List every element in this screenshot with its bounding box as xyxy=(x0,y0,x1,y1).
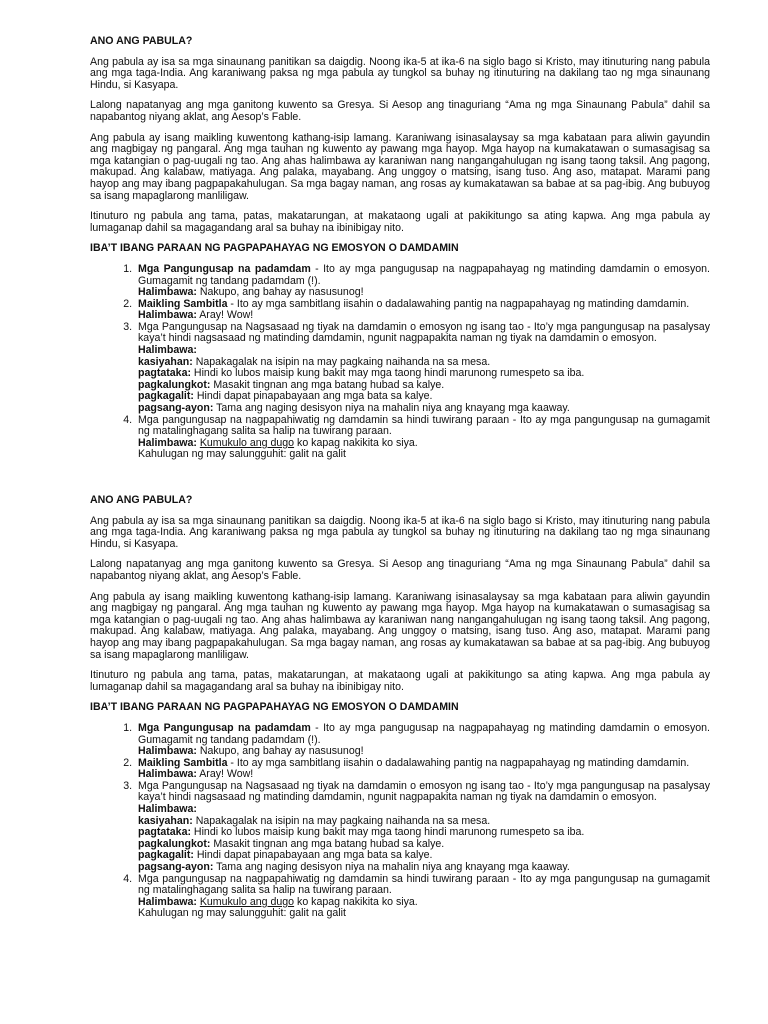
example-label: Halimbawa: xyxy=(138,344,197,357)
example-label: Halimbawa: xyxy=(138,768,197,781)
list-item-2 xyxy=(135,758,710,781)
emotion-key: pagkalungkot: xyxy=(138,837,211,850)
emotion-list xyxy=(90,723,710,920)
example-label: Halimbawa: xyxy=(138,286,197,299)
paragraph-4: Itinuturo ng pabula ang tama, patas, makatarungan, at makataong ugali at pakikitungo sa ating kapwa. Ang mga pabula ay lumaganap dahil sa magagandang aral sa buhay na ibinibigay nito. xyxy=(90,210,710,234)
emotion-key: kasiyahan: xyxy=(138,814,193,827)
emotion-key: pagtataka: xyxy=(138,367,191,380)
list-item-4 xyxy=(135,874,710,920)
example-text: ko kapag nakikita ko siya. xyxy=(294,436,418,449)
paragraph-4: Itinuturo ng pabula ang tama, patas, makatarungan, at makataong ugali at pakikitungo sa ating kapwa. Ang mga pabula ay lumaganap dahil sa magagandang aral sa buhay na ibinibigay nito. xyxy=(90,669,710,693)
list-item-3 xyxy=(135,781,710,874)
list-item-1 xyxy=(135,723,710,758)
paragraph-1: Ang pabula ay isa sa mga sinaunang panitikan sa daigdig. Noong ika-5 at ika-6 na siglo bago si Kristo, may itinuturing nang pabula ang mga taga-India. Ang karaniwang paksa ng mga pabula ay tungkol sa buhay ng itinuturing na dakilang tao ng mga sinaunang Hindu, si Kasyapa. xyxy=(90,55,710,91)
example-label: Halimbawa: xyxy=(138,895,197,908)
example-text: Aray! Wow! xyxy=(196,309,254,322)
example-text: Aray! Wow! xyxy=(196,768,254,781)
section-block-2 xyxy=(90,495,710,920)
paragraph-2: Lalong napatanyag ang mga ganitong kuwento sa Gresya. Si Aesop ang tinaguriang “Ama ng mga Sinaunang Pabula” dahil sa napabantog niyang aklat, ang Aesop’s Fable. xyxy=(90,558,710,582)
list-desc: - Ito ay mga pangugusap na nagpapahayag ng matinding damdamin o emosyon. Gumagamit ng tandang padamdam (!). xyxy=(138,721,710,746)
emotion-value: Napakagalak na isipin na may pagkaing naihanda na sa mesa. xyxy=(192,814,491,827)
section-title: ANO ANG PABULA? xyxy=(90,494,193,506)
emotion-value: Masakit tingnan ang mga batang hubad sa kalye. xyxy=(210,378,445,391)
example-text: ko kapag nakikita ko siya. xyxy=(294,895,418,908)
list-item-3 xyxy=(135,322,710,415)
emotion-key: pagsang-ayon: xyxy=(138,861,214,874)
list-item-1 xyxy=(135,264,710,299)
emotion-value: Napakagalak na isipin na may pagkaing naihanda na sa mesa. xyxy=(192,355,491,368)
emotion-value: Hindi ko lubos maisip kung bakit may mga taong hindi marunong rumespeto sa iba. xyxy=(190,826,585,839)
example-label: Halimbawa: xyxy=(138,803,197,816)
emotion-list xyxy=(90,264,710,461)
example-label: Halimbawa: xyxy=(138,745,197,758)
paragraph-1: Ang pabula ay isa sa mga sinaunang panitikan sa daigdig. Noong ika-5 at ika-6 na siglo bago si Kristo, may itinuturing nang pabula ang mga taga-India. Ang karaniwang paksa ng mga pabula ay tungkol sa buhay ng itinuturing na dakilang tao ng mga sinaunang Hindu, si Kasyapa. xyxy=(90,514,710,550)
emotion-key: pagkagalit: xyxy=(138,849,194,862)
list-term: Mga Pangungusap na padamdam xyxy=(138,721,311,734)
list-desc: Mga Pangungusap na Nagsasaad ng tiyak na damdamin o emosyon ng isang tao - Ito’y mga pangungusap na pasalysay kaya’t hindi nagsasaad ng matinding damdamin, ngunit nagpapakita naman ng tiyak na damdamin o emosyon. xyxy=(138,320,710,345)
emotion-key: kasiyahan: xyxy=(138,355,193,368)
paragraph-3: Ang pabula ay isang maikling kuwentong kathang-isip lamang. Karaniwang isinasalaysay sa mga kabataan para aliwin gayundin ang magbigay ng pangaral. Ang mga tauhan ng kuwento ay pawang mga hayop. Mga hayop na kumakatawan o sumasagisag sa mga katangian o pag-uugali ng tao. Ang ahas halimbawa ay karaniwan nang nangangahulugan ng isang taong taksil. Ang pagong, makupad. Ang kalabaw, matiyaga. Ang palaka, mayabang. Ang unggoy o matsing, isang tuso. Ang aso, matapat. Marami pang hayop ang may ibang pagpapakahulugan. Sa mga bagay naman, ang rosas ay kumakatawan sa babae at sa pag-ibig. Ang bubuyog sa isang mapaglarong manliligaw. xyxy=(90,131,710,202)
list-term: Mga Pangungusap na padamdam xyxy=(138,262,311,275)
list-desc: Mga Pangungusap na Nagsasaad ng tiyak na damdamin o emosyon ng isang tao - Ito’y mga pangungusap na pasalysay kaya’t hindi nagsasaad ng matinding damdamin, ngunit nagpapakita naman ng tiyak na damdamin o emosyon. xyxy=(138,779,710,804)
section-subtitle: IBA’T IBANG PARAAN NG PAGPAPAHAYAG NG EMOSYON O DAMDAMIN xyxy=(90,242,459,255)
section-subtitle: IBA’T IBANG PARAAN NG PAGPAPAHAYAG NG EMOSYON O DAMDAMIN xyxy=(90,701,459,714)
list-desc: - Ito ay mga pangugusap na nagpapahayag ng matinding damdamin o emosyon. Gumagamit ng tandang padamdam (!). xyxy=(138,262,710,287)
list-desc: - Ito ay mga sambitlang iisahin o dadalawahing pantig na nagpapahayag ng matinding damdamin. xyxy=(227,297,690,310)
list-item-4 xyxy=(135,415,710,461)
example-label: Halimbawa: xyxy=(138,436,197,449)
emotion-key: pagtataka: xyxy=(138,826,191,839)
example-text: Nakupo, ang bahay ay nasusunog! xyxy=(196,745,364,758)
example-label: Halimbawa: xyxy=(138,309,197,322)
emotion-value: Hindi dapat pinapabayaan ang mga bata sa kalye. xyxy=(193,849,433,862)
list-term: Maikling Sambitla xyxy=(138,756,228,769)
list-desc: Mga pangungusap na nagpapahiwatig ng damdamin sa hindi tuwirang paraan - Ito ay mga pangungusap na gumagamit ng matalinghagang salita sa halip na tuwirang paraan. xyxy=(138,413,710,438)
list-desc: - Ito ay mga sambitlang iisahin o dadalawahing pantig na nagpapahayag ng matinding damdamin. xyxy=(227,756,690,769)
emotion-value: Masakit tingnan ang mga batang hubad sa kalye. xyxy=(210,837,445,850)
example-text: Nakupo, ang bahay ay nasusunog! xyxy=(196,286,364,299)
underlined-phrase: Kumukulo ang dugo xyxy=(199,895,295,908)
section-title: ANO ANG PABULA? xyxy=(90,35,193,47)
emotion-key: pagkalungkot: xyxy=(138,378,211,391)
meaning-line: Kahulugan ng may salungguhit: galit na galit xyxy=(138,448,346,461)
emotion-value: Tama ang naging desisyon niya na mahalin niya ang knayang mga kaaway. xyxy=(213,861,570,874)
emotion-value: Hindi ko lubos maisip kung bakit may mga taong hindi marunong rumespeto sa iba. xyxy=(190,367,585,380)
emotion-value: Tama ang naging desisyon niya na mahalin niya ang knayang mga kaaway. xyxy=(213,402,570,415)
section-block-1 xyxy=(90,36,710,461)
list-term: Maikling Sambitla xyxy=(138,297,228,310)
list-item-2 xyxy=(135,299,710,322)
list-desc: Mga pangungusap na nagpapahiwatig ng damdamin sa hindi tuwirang paraan - Ito ay mga pangungusap na gumagamit ng matalinghagang salita sa halip na tuwirang paraan. xyxy=(138,872,710,897)
document-page xyxy=(90,36,710,954)
underlined-phrase: Kumukulo ang dugo xyxy=(199,436,295,449)
paragraph-2: Lalong napatanyag ang mga ganitong kuwento sa Gresya. Si Aesop ang tinaguriang “Ama ng mga Sinaunang Pabula” dahil sa napabantog niyang aklat, ang Aesop’s Fable. xyxy=(90,99,710,123)
emotion-key: pagsang-ayon: xyxy=(138,402,214,415)
meaning-line: Kahulugan ng may salungguhit: galit na galit xyxy=(138,907,346,920)
paragraph-3: Ang pabula ay isang maikling kuwentong kathang-isip lamang. Karaniwang isinasalaysay sa mga kabataan para aliwin gayundin ang magbigay ng pangaral. Ang mga tauhan ng kuwento ay pawang mga hayop. Mga hayop na kumakatawan o sumasagisag sa mga katangian o pag-uugali ng tao. Ang ahas halimbawa ay karaniwan nang nangangahulugan ng isang taong taksil. Ang pagong, makupad. Ang kalabaw, matiyaga. Ang palaka, mayabang. Ang unggoy o matsing, isang tuso. Ang aso, matapat. Marami pang hayop ang may ibang pagpapakahulugan. Sa mga bagay naman, ang rosas ay kumakatawan sa babae at sa pag-ibig. Ang bubuyog sa isang mapaglarong manliligaw. xyxy=(90,590,710,661)
emotion-value: Hindi dapat pinapabayaan ang mga bata sa kalye. xyxy=(193,390,433,403)
emotion-key: pagkagalit: xyxy=(138,390,194,403)
